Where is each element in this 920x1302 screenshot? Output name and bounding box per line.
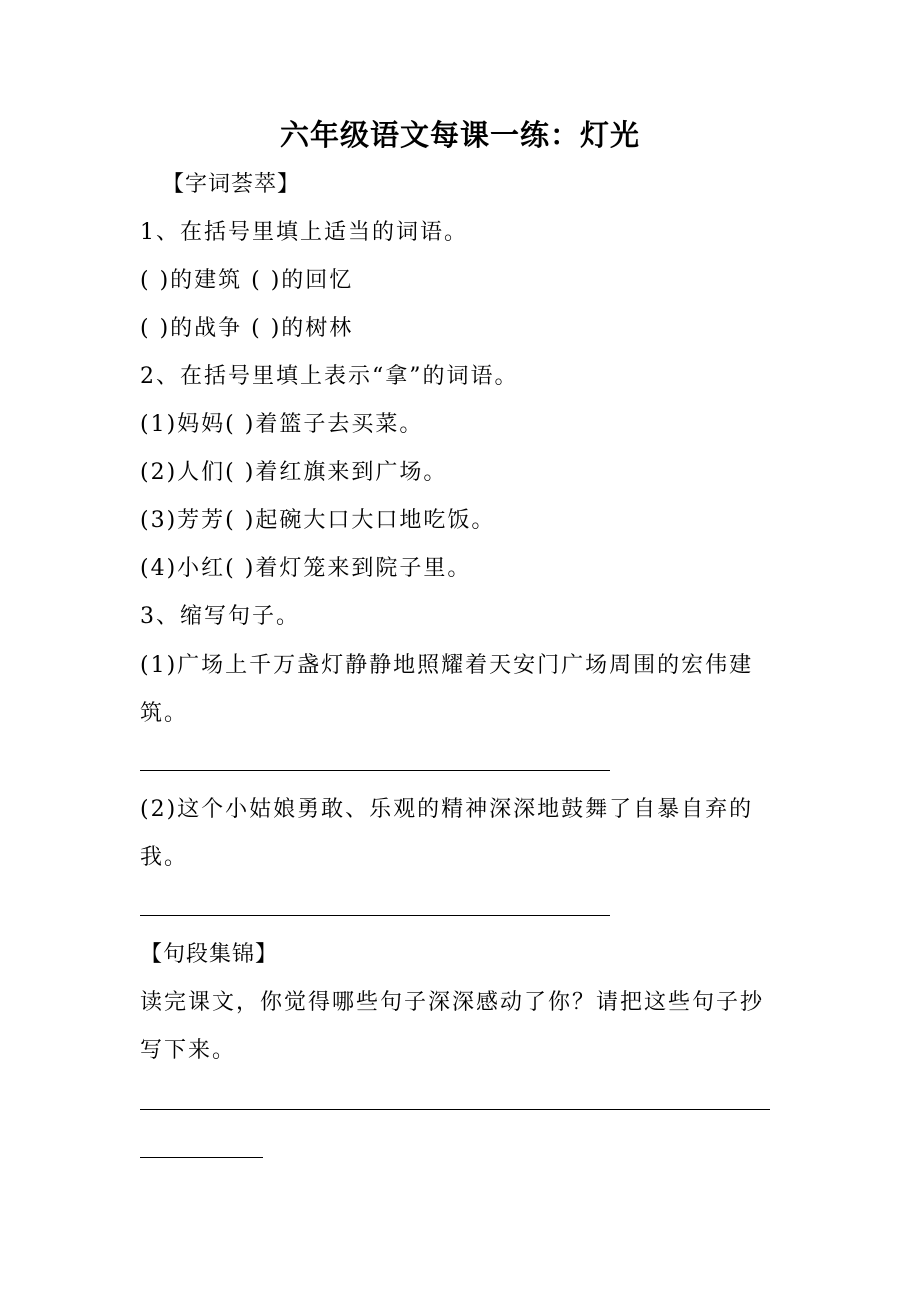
answer-blank-3-2[interactable] xyxy=(140,915,610,916)
question-3-item-1-line-1: (1)广场上千万盏灯静静地照耀着天安门广场周围的宏伟建 xyxy=(140,653,754,678)
answer-blank-3-1[interactable] xyxy=(140,770,610,771)
question-3-item-2-line-2: 我。 xyxy=(140,845,189,870)
answer-blank-passages-1[interactable] xyxy=(140,1109,770,1110)
question-1-line-2: ( )的战争 ( )的树林 xyxy=(140,316,354,341)
question-1-line-1: ( )的建筑 ( )的回忆 xyxy=(140,268,354,293)
question-1-prompt: 1、在括号里填上适当的词语。 xyxy=(140,220,468,245)
question-3-prompt: 3、缩写句子。 xyxy=(140,604,300,629)
section-heading-vocabulary: 【字词荟萃】 xyxy=(162,172,301,197)
question-3-item-1-line-2: 筑。 xyxy=(140,701,189,726)
question-2-item-2: (2)人们( )着红旗来到广场。 xyxy=(140,460,448,485)
question-2-item-4: (4)小红( )着灯笼来到院子里。 xyxy=(140,556,472,581)
document-title: 六年级语文每课一练：灯光 xyxy=(279,118,640,152)
answer-blank-passages-2[interactable] xyxy=(140,1157,263,1158)
question-2-item-1: (1)妈妈( )着篮子去买菜。 xyxy=(140,412,424,437)
section-heading-passages: 【句段集锦】 xyxy=(140,942,279,967)
question-2-prompt: 2、在括号里填上表示“拿”的词语。 xyxy=(140,364,519,389)
question-2-item-3: (3)芳芳( )起碗大口大口地吃饭。 xyxy=(140,508,496,533)
question-3-item-2-line-1: (2)这个小姑娘勇敢、乐观的精神深深地鼓舞了自暴自弃的 xyxy=(140,797,754,822)
passages-prompt-line-1: 读完课文，你觉得哪些句子深深感动了你？请把这些句子抄 xyxy=(140,990,765,1015)
passages-prompt-line-2: 写下来。 xyxy=(140,1038,237,1063)
